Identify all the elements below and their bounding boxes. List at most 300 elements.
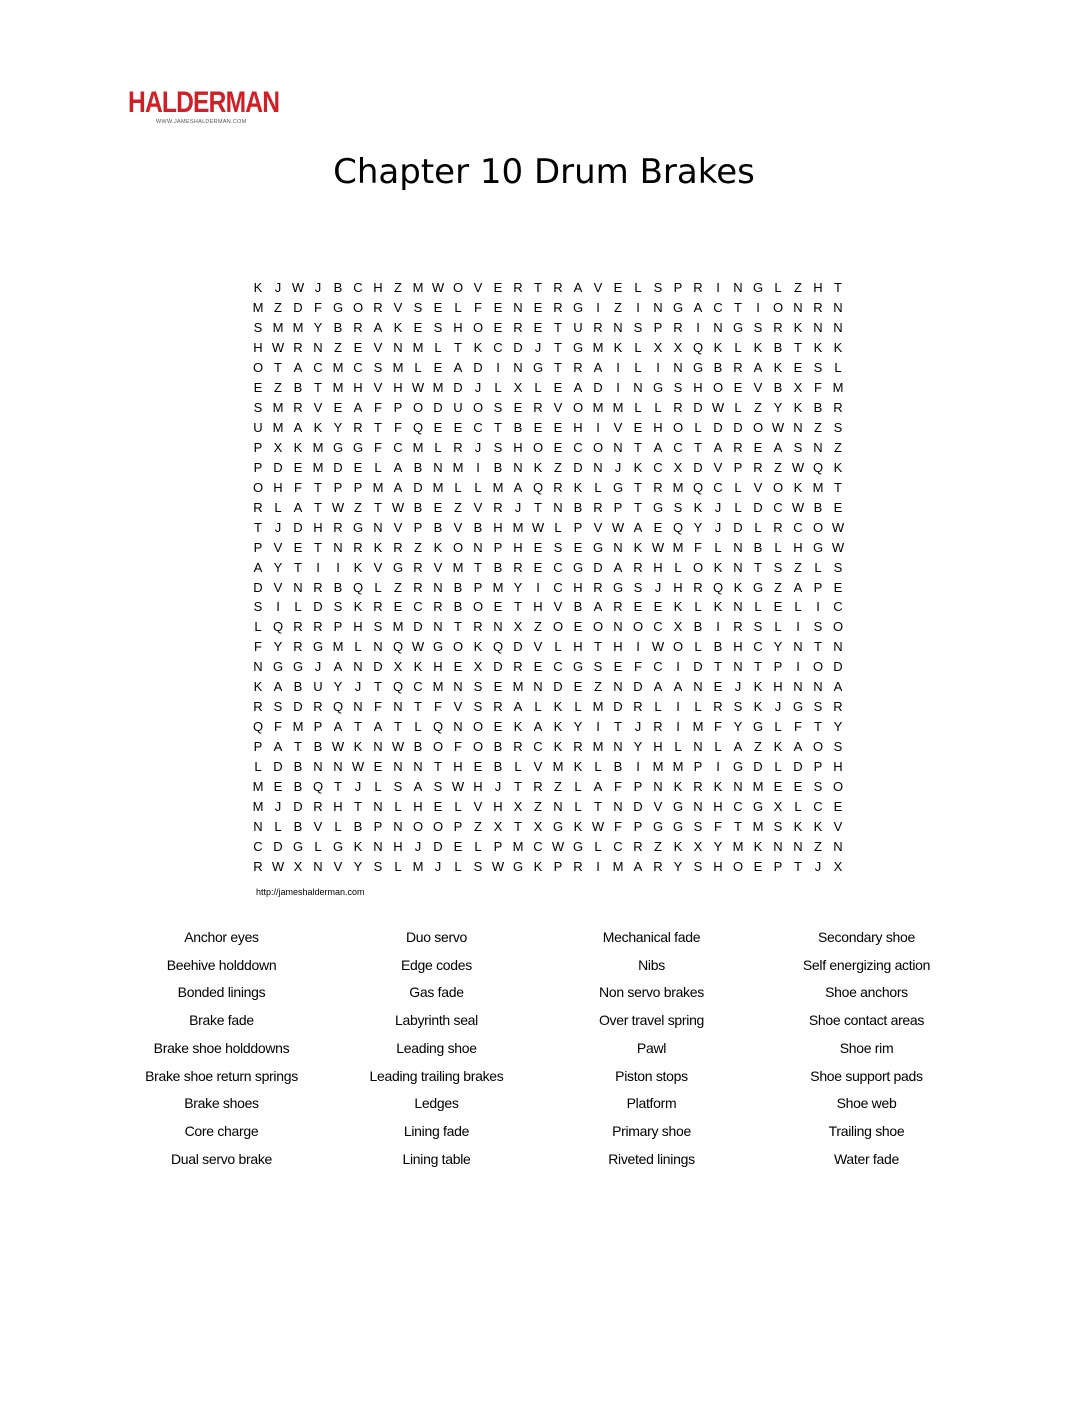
grid-letter: D: [273, 838, 283, 854]
grid-letter: M: [292, 719, 304, 735]
grid-letter: Q: [252, 719, 264, 735]
grid-letter: D: [333, 459, 343, 475]
grid-letter: D: [793, 758, 803, 774]
grid-letter: V: [473, 798, 483, 814]
grid-letter: Q: [712, 579, 724, 595]
grid-letter: H: [713, 858, 723, 874]
grid-letter: E: [293, 539, 303, 555]
grid-letter: B: [293, 778, 303, 794]
grid-letter: A: [273, 679, 283, 695]
grid-letter: P: [473, 579, 483, 595]
grid-letter: A: [573, 280, 583, 296]
grid-letter: D: [613, 699, 623, 715]
grid-letter: D: [693, 659, 703, 675]
grid-letter: K: [673, 838, 683, 854]
grid-letter: N: [673, 360, 683, 376]
grid-letter: W: [491, 858, 505, 874]
grid-letter: B: [813, 400, 823, 416]
grid-letter: H: [253, 340, 263, 356]
grid-letter: K: [533, 459, 543, 475]
grid-letter: V: [373, 380, 383, 396]
grid-letter: V: [313, 400, 323, 416]
grid-letter: K: [413, 659, 423, 675]
grid-letter: Y: [773, 639, 783, 655]
grid-letter: T: [514, 778, 522, 794]
grid-letter: W: [831, 539, 845, 555]
grid-letter: A: [293, 499, 303, 515]
grid-letter: G: [792, 699, 804, 715]
grid-letter: M: [452, 559, 464, 575]
grid-letter: L: [774, 758, 782, 774]
grid-letter: N: [613, 439, 623, 455]
grid-letter: T: [634, 439, 642, 455]
grid-letter: L: [694, 599, 702, 615]
grid-letter: G: [572, 838, 584, 854]
grid-letter: F: [714, 818, 722, 834]
grid-letter: E: [333, 400, 343, 416]
grid-letter: N: [393, 818, 403, 834]
grid-letter: C: [753, 639, 763, 655]
grid-letter: D: [293, 300, 303, 316]
grid-letter: C: [413, 599, 423, 615]
grid-letter: H: [353, 380, 363, 396]
grid-letter: Y: [773, 400, 783, 416]
grid-letter: U: [253, 420, 263, 436]
grid-letter: N: [793, 639, 803, 655]
grid-letter: N: [293, 579, 303, 595]
grid-letter: V: [613, 420, 623, 436]
grid-letter: I: [536, 579, 540, 595]
grid-letter: J: [354, 778, 362, 794]
grid-letter: N: [253, 818, 263, 834]
grid-letter: K: [813, 340, 823, 356]
grid-letter: V: [473, 280, 483, 296]
word-list-item: Riveted linings: [608, 1150, 695, 1167]
grid-letter: M: [312, 459, 324, 475]
word-list-item: Lining table: [402, 1150, 471, 1167]
grid-letter: N: [453, 679, 463, 695]
grid-letter: E: [533, 320, 543, 336]
grid-letter: J: [774, 699, 782, 715]
grid-letter: K: [353, 838, 363, 854]
grid-letter: O: [832, 778, 844, 794]
grid-letter: M: [432, 479, 444, 495]
grid-letter: A: [833, 679, 843, 695]
grid-letter: G: [732, 320, 744, 336]
grid-letter: N: [333, 758, 343, 774]
grid-letter: S: [253, 599, 263, 615]
grid-letter: Q: [672, 519, 684, 535]
grid-letter: A: [593, 360, 603, 376]
grid-letter: M: [492, 479, 504, 495]
grid-letter: G: [812, 539, 824, 555]
grid-letter: E: [613, 659, 623, 675]
grid-letter: W: [291, 280, 305, 296]
grid-letter: N: [613, 320, 623, 336]
grid-letter: B: [493, 758, 503, 774]
grid-letter: E: [433, 420, 443, 436]
grid-letter: N: [333, 539, 343, 555]
grid-letter: A: [293, 360, 303, 376]
grid-letter: P: [453, 818, 463, 834]
grid-letter: L: [714, 539, 722, 555]
grid-letter: B: [453, 579, 463, 595]
grid-letter: I: [316, 559, 320, 575]
grid-letter: V: [593, 280, 603, 296]
grid-letter: T: [354, 798, 362, 814]
grid-letter: J: [414, 838, 422, 854]
grid-letter: E: [433, 360, 443, 376]
word-list-item: Anchor eyes: [184, 929, 259, 945]
grid-letter: D: [593, 559, 603, 575]
grid-letter: U: [453, 400, 463, 416]
grid-letter: H: [673, 579, 683, 595]
grid-letter: Z: [774, 459, 782, 475]
grid-letter: M: [412, 280, 424, 296]
grid-letter: P: [773, 659, 783, 675]
grid-letter: C: [553, 659, 563, 675]
grid-letter: L: [354, 639, 362, 655]
grid-letter: D: [293, 519, 303, 535]
grid-letter: M: [272, 320, 284, 336]
grid-letter: S: [333, 599, 343, 615]
grid-letter: J: [274, 798, 282, 814]
grid-letter: V: [373, 559, 383, 575]
grid-letter: R: [373, 599, 383, 615]
grid-letter: B: [293, 818, 303, 834]
grid-letter: M: [752, 778, 764, 794]
grid-letter: X: [653, 340, 663, 356]
grid-letter: D: [273, 758, 283, 774]
grid-letter: M: [412, 340, 424, 356]
grid-letter: P: [373, 818, 383, 834]
grid-letter: L: [394, 858, 402, 874]
grid-letter: N: [833, 300, 843, 316]
grid-letter: Q: [812, 459, 824, 475]
grid-letter: G: [332, 300, 344, 316]
grid-letter: G: [652, 499, 664, 515]
grid-letter: N: [813, 320, 823, 336]
grid-letter: N: [433, 579, 443, 595]
grid-letter: R: [553, 479, 563, 495]
grid-letter: D: [293, 798, 303, 814]
grid-letter: V: [593, 519, 603, 535]
grid-letter: W: [451, 778, 465, 794]
grid-letter: W: [791, 499, 805, 515]
grid-letter: R: [413, 579, 423, 595]
grid-letter: C: [613, 838, 623, 854]
grid-letter: Q: [312, 778, 324, 794]
grid-letter: G: [752, 579, 764, 595]
grid-letter: K: [553, 699, 563, 715]
grid-letter: J: [514, 499, 522, 515]
grid-letter: J: [274, 280, 282, 296]
grid-letter: K: [353, 599, 363, 615]
grid-letter: L: [594, 838, 602, 854]
grid-letter: C: [493, 340, 503, 356]
grid-letter: Z: [414, 539, 422, 555]
grid-letter: S: [493, 400, 503, 416]
grid-letter: R: [733, 360, 743, 376]
grid-letter: S: [633, 320, 643, 336]
grid-letter: G: [752, 280, 764, 296]
grid-letter: K: [353, 739, 363, 755]
grid-letter: X: [473, 659, 483, 675]
grid-letter: R: [813, 300, 823, 316]
grid-letter: D: [733, 519, 743, 535]
word-list-item: Shoe anchors: [825, 984, 908, 1001]
grid-letter: N: [513, 459, 523, 475]
grid-letter: L: [654, 400, 662, 416]
word-search-grid: [248, 278, 848, 876]
grid-letter: O: [252, 360, 264, 376]
grid-letter: S: [273, 699, 283, 715]
grid-letter: R: [693, 280, 703, 296]
grid-letter: R: [733, 439, 743, 455]
grid-letter: B: [413, 499, 423, 515]
grid-letter: O: [812, 659, 824, 675]
grid-letter: P: [333, 619, 343, 635]
grid-letter: R: [673, 320, 683, 336]
grid-letter: C: [713, 300, 723, 316]
grid-letter: A: [513, 479, 523, 495]
grid-letter: M: [612, 858, 624, 874]
grid-letter: O: [472, 739, 484, 755]
grid-letter: P: [333, 479, 343, 495]
grid-letter: G: [292, 659, 304, 675]
grid-letter: N: [653, 300, 663, 316]
grid-letter: D: [713, 420, 723, 436]
grid-letter: I: [656, 360, 660, 376]
grid-letter: N: [373, 798, 383, 814]
grid-letter: H: [573, 579, 583, 595]
grid-letter: M: [432, 380, 444, 396]
grid-letter: H: [813, 280, 823, 296]
grid-letter: H: [473, 778, 483, 794]
grid-letter: I: [596, 719, 600, 735]
grid-letter: F: [814, 380, 822, 396]
grid-letter: G: [672, 300, 684, 316]
word-list-item: Ledges: [414, 1095, 459, 1112]
grid-letter: M: [332, 380, 344, 396]
grid-letter: L: [794, 599, 802, 615]
grid-letter: D: [633, 679, 643, 695]
grid-letter: R: [773, 519, 783, 535]
grid-letter: G: [752, 798, 764, 814]
grid-letter: G: [532, 360, 544, 376]
grid-letter: A: [633, 519, 643, 535]
grid-letter: P: [253, 439, 263, 455]
grid-letter: A: [593, 599, 603, 615]
grid-letter: A: [333, 659, 343, 675]
grid-letter: E: [493, 280, 503, 296]
grid-letter: E: [473, 758, 483, 774]
grid-letter: T: [354, 719, 362, 735]
grid-letter: M: [432, 679, 444, 695]
grid-letter: W: [351, 758, 365, 774]
grid-letter: H: [833, 758, 843, 774]
grid-letter: P: [633, 818, 643, 834]
grid-letter: B: [293, 679, 303, 695]
grid-letter: B: [493, 739, 503, 755]
grid-letter: D: [433, 400, 443, 416]
grid-letter: C: [553, 559, 563, 575]
grid-letter: S: [253, 320, 263, 336]
grid-letter: B: [293, 758, 303, 774]
grid-letter: C: [533, 838, 543, 854]
grid-letter: R: [313, 579, 323, 595]
grid-letter: O: [812, 519, 824, 535]
grid-letter: O: [732, 858, 744, 874]
grid-letter: A: [713, 439, 723, 455]
word-list-item: Beehive holddown: [166, 956, 277, 973]
grid-letter: W: [411, 639, 425, 655]
grid-letter: K: [513, 719, 523, 735]
grid-letter: I: [676, 719, 680, 735]
grid-letter: J: [494, 778, 502, 794]
grid-letter: E: [653, 599, 663, 615]
grid-letter: H: [573, 639, 583, 655]
grid-letter: L: [634, 340, 642, 356]
grid-letter: S: [813, 699, 823, 715]
grid-letter: E: [353, 459, 363, 475]
grid-letter: R: [573, 858, 583, 874]
grid-letter: Z: [394, 280, 402, 296]
grid-letter: K: [793, 400, 803, 416]
grid-letter: L: [434, 439, 442, 455]
grid-letter: N: [613, 679, 623, 695]
grid-letter: L: [674, 559, 682, 575]
grid-letter: A: [513, 699, 523, 715]
grid-letter: E: [573, 539, 583, 555]
grid-letter: N: [613, 619, 623, 635]
grid-letter: N: [833, 639, 843, 655]
grid-letter: T: [814, 639, 822, 655]
grid-letter: C: [833, 599, 843, 615]
grid-letter: N: [633, 380, 643, 396]
grid-letter: O: [472, 599, 484, 615]
grid-letter: Z: [774, 579, 782, 595]
grid-letter: N: [713, 320, 723, 336]
grid-letter: P: [313, 719, 323, 735]
grid-letter: X: [513, 619, 523, 635]
grid-letter: N: [453, 719, 463, 735]
grid-letter: S: [493, 439, 503, 455]
grid-letter: W: [651, 639, 665, 655]
grid-letter: E: [533, 659, 543, 675]
grid-letter: L: [634, 360, 642, 376]
grid-letter: N: [793, 679, 803, 695]
word-list-item: Lining fade: [403, 1122, 470, 1139]
grid-letter: S: [593, 659, 603, 675]
grid-letter: B: [713, 639, 723, 655]
grid-letter: L: [414, 360, 422, 376]
grid-letter: K: [753, 838, 763, 854]
grid-letter: J: [274, 519, 282, 535]
grid-letter: T: [594, 798, 602, 814]
grid-letter: B: [433, 519, 443, 535]
grid-letter: O: [632, 619, 644, 635]
grid-letter: A: [653, 679, 663, 695]
grid-letter: E: [413, 320, 423, 336]
grid-letter: Q: [692, 340, 704, 356]
grid-letter: O: [432, 739, 444, 755]
grid-letter: E: [253, 380, 263, 396]
grid-letter: M: [512, 838, 524, 854]
word-list-item: Primary shoe: [612, 1122, 691, 1139]
grid-letter: O: [552, 619, 564, 635]
grid-letter: R: [613, 599, 623, 615]
word-list-item: Brake shoe holddowns: [153, 1039, 290, 1056]
grid-letter: E: [513, 400, 523, 416]
grid-letter: P: [773, 858, 783, 874]
grid-letter: F: [794, 719, 802, 735]
grid-letter: S: [413, 300, 423, 316]
grid-letter: R: [333, 519, 343, 535]
grid-letter: T: [394, 719, 402, 735]
grid-letter: H: [613, 639, 623, 655]
grid-letter: Z: [614, 300, 622, 316]
grid-letter: A: [253, 559, 263, 575]
grid-letter: P: [413, 519, 423, 535]
grid-letter: B: [773, 340, 783, 356]
grid-letter: A: [413, 778, 423, 794]
grid-letter: N: [733, 280, 743, 296]
grid-letter: T: [374, 420, 382, 436]
grid-letter: L: [434, 340, 442, 356]
grid-letter: D: [473, 360, 483, 376]
grid-letter: P: [573, 519, 583, 535]
grid-letter: A: [793, 739, 803, 755]
grid-letter: G: [572, 300, 584, 316]
grid-letter: J: [314, 280, 322, 296]
grid-letter: L: [454, 858, 462, 874]
grid-letter: P: [653, 320, 663, 336]
grid-letter: I: [616, 380, 620, 396]
grid-letter: E: [433, 499, 443, 515]
grid-letter: E: [493, 300, 503, 316]
word-list-item: Leading trailing brakes: [369, 1067, 504, 1084]
word-list-item: Core charge: [184, 1122, 259, 1139]
grid-letter: M: [592, 340, 604, 356]
grid-letter: H: [773, 679, 783, 695]
grid-letter: I: [596, 300, 600, 316]
grid-letter: N: [373, 519, 383, 535]
grid-letter: H: [413, 798, 423, 814]
word-list-column: [759, 924, 974, 1173]
grid-letter: M: [592, 699, 604, 715]
grid-letter: S: [753, 619, 763, 635]
grid-letter: A: [653, 439, 663, 455]
grid-letter: I: [716, 280, 720, 296]
grid-letter: S: [753, 320, 763, 336]
grid-letter: L: [574, 798, 582, 814]
grid-letter: F: [274, 719, 282, 735]
grid-letter: D: [593, 380, 603, 396]
grid-letter: M: [252, 778, 264, 794]
grid-letter: H: [513, 439, 523, 455]
grid-letter: K: [813, 818, 823, 834]
word-list-item: Brake shoe return springs: [145, 1067, 298, 1084]
grid-letter: S: [813, 360, 823, 376]
grid-letter: R: [693, 778, 703, 794]
grid-letter: E: [793, 360, 803, 376]
grid-letter: N: [393, 340, 403, 356]
grid-letter: D: [413, 479, 423, 495]
grid-letter: N: [413, 758, 423, 774]
grid-letter: K: [713, 340, 723, 356]
word-list-item: Leading shoe: [396, 1039, 477, 1056]
